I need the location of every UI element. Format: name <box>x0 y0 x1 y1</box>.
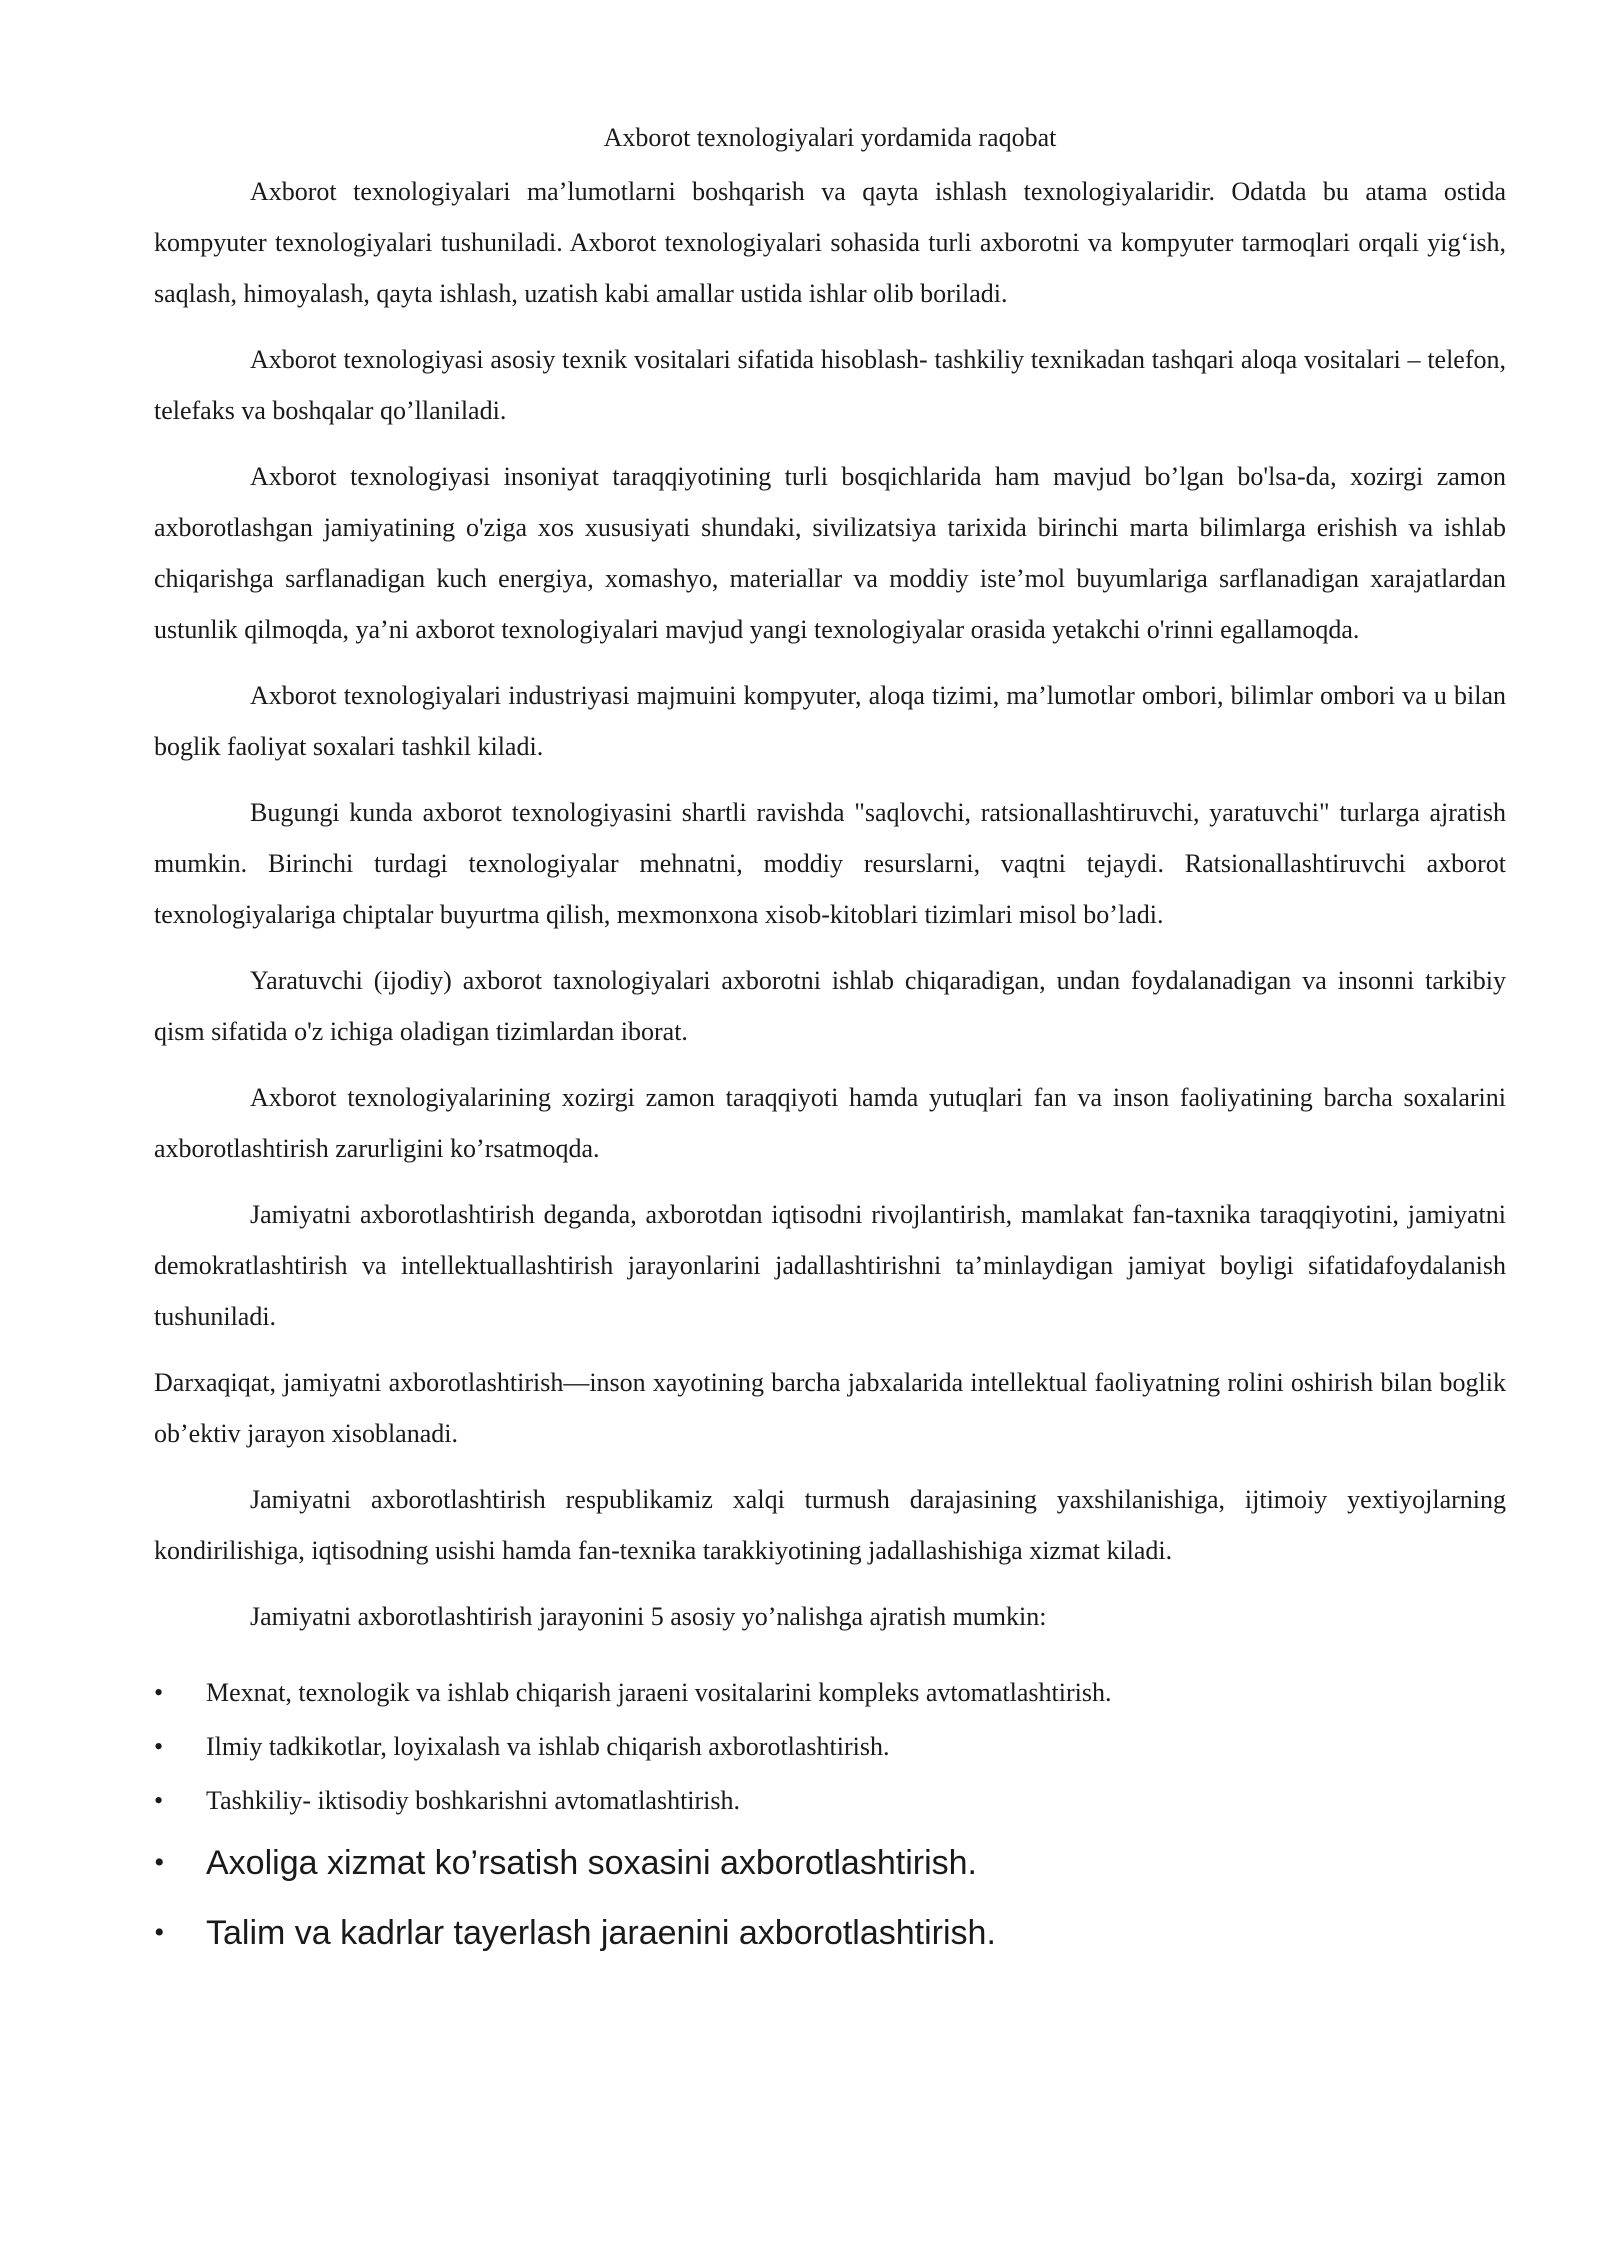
paragraph-6: Yaratuvchi (ijodiy) axborot taxnologiyalari axborotni ishlab chiqaradigan, undan foydalanadigan va insonni tarkibiy qism sifatida o'z ichiga oladigan tizimlardan iborat. <box>154 966 1506 1046</box>
list-item <box>154 1666 1506 1720</box>
list-item <box>154 1774 1506 1828</box>
list-item-text: Axoliga xizmat ko’rsatish soxasini axborotlashtirish. <box>206 1844 977 1882</box>
bullet-list <box>154 1666 1506 1968</box>
paragraph-8: Jamiyatni axborotlashtirish deganda, axborotdan iqtisodni rivojlantirish, mamlakat fan-taxnika taraqqiyotini, jamiyatni demokratlashtirish va intellektuallashtirish jarayonlarini jadallashtirishni ta’minlaydigan jamiyat boyligi sifatidafoydalanish tushuniladi. <box>154 1200 1506 1331</box>
bullet-icon: • <box>154 1846 165 1879</box>
paragraph-11: Jamiyatni axborotlashtirish jarayonini 5 asosiy yo’nalishga ajratish mumkin: <box>250 1602 1047 1631</box>
paragraph-10: Jamiyatni axborotlashtirish respublikamiz xalqi turmush darajasining yaxshilanishiga, ijtimoiy yextiyojlarning kondirilishiga, iqtisodning usishi hamda fan-texnika tarakkiyotining jadallashishiga xizmat kiladi. <box>154 1485 1506 1565</box>
document-title: Axborot texnologiyalari yordamida raqobat <box>603 123 1057 152</box>
bullet-icon: • <box>154 1678 164 1707</box>
paragraph-9: Darxaqiqat, jamiyatni axborotlashtirish—inson xayotining barcha jabxalarida intellektual faoliyatning rolini oshirish bilan boglik ob’ektiv jarayon xisoblanadi. <box>154 1368 1506 1448</box>
paragraph-2: Axborot texnologiyasi asosiy texnik vositalari sifatida hisoblash- tashkiliy texnikadan tashqari aloqa vositalari – telefon, telefaks va boshqalar qo’llaniladi. <box>154 345 1506 425</box>
list-item-text: Mexnat, texnologik va ishlab chiqarish jaraeni vositalarini kompleks avtomatlashtirish. <box>206 1678 1112 1707</box>
paragraph-5: Bugungi kunda axborot texnologiyasini shartli ravishda "saqlovchi, ratsionallashtiruvchi, yaratuvchi" turlarga ajratish mumkin. Birinchi turdagi texnologiyalar mehnatni, moddiy resurslarni, vaqtni tejaydi. Ratsionallashtiruvchi axborot texnologiyalariga chiptalar buyurtma qilish, mexmonxona xisob-kitoblari tizimlari misol bo’ladi. <box>154 798 1506 929</box>
paragraph-3: Axborot texnologiyasi insoniyat taraqqiyotining turli bosqichlarida ham mavjud bo’lgan bo'lsa-da, xozirgi zamon axborotlashgan jamiyatining o'ziga xos xususiyati shundaki, sivilizatsiya tarixida birinchi marta bilimlarga erishish va ishlab chiqarishga sarflanadigan kuch energiya, xomashyo, materiallar va moddiy iste’mol buyumlariga sarflanadigan xarajatlardan ustunlik qilmoqda, ya’ni axborot texnologiyalari mavjud yangi texnologiyalar orasida yetakchi o'rinni egallamoqda. <box>154 462 1506 644</box>
list-item-text: Ilmiy tadkikotlar, loyixalash va ishlab chiqarish axborotlashtirish. <box>206 1732 890 1761</box>
list-item <box>154 1720 1506 1774</box>
list-item-text: Tashkiliy- iktisodiy boshkarishni avtomatlashtirish. <box>206 1786 741 1815</box>
list-item <box>154 1828 1506 1898</box>
bullet-icon: • <box>154 1786 164 1815</box>
paragraph-7: Axborot texnologiyalarining xozirgi zamon taraqqiyoti hamda yutuqlari fan va inson faoliyatining barcha soxalarini axborotlashtirish zarurligini ko’rsatmoqda. <box>154 1083 1506 1163</box>
paragraph-1: Axborot texnologiyalari ma’lumotlarni boshqarish va qayta ishlash texnologiyalaridir. Odatda bu atama ostida kompyuter texnologiyalari tushuniladi. Axborot texnologiyalari sohasida turli axborotni va kompyuter tarmoqlari orqali yig‘ish, saqlash, himoyalash, qayta ishlash, uzatish kabi amallar ustida ishlar olib boriladi. <box>154 177 1506 308</box>
paragraph-4: Axborot texnologiyalari industriyasi majmuini kompyuter, aloqa tizimi, ma’lumotlar ombori, bilimlar ombori va u bilan boglik faoliyat soxalari tashkil kiladi. <box>154 681 1506 761</box>
bullet-icon: • <box>154 1916 165 1949</box>
list-item-text: Talim va kadrlar tayerlash jaraenini axborotlashtirish. <box>206 1914 996 1952</box>
bullet-icon: • <box>154 1732 164 1761</box>
document-page <box>154 118 1506 1968</box>
list-item <box>154 1898 1506 1968</box>
